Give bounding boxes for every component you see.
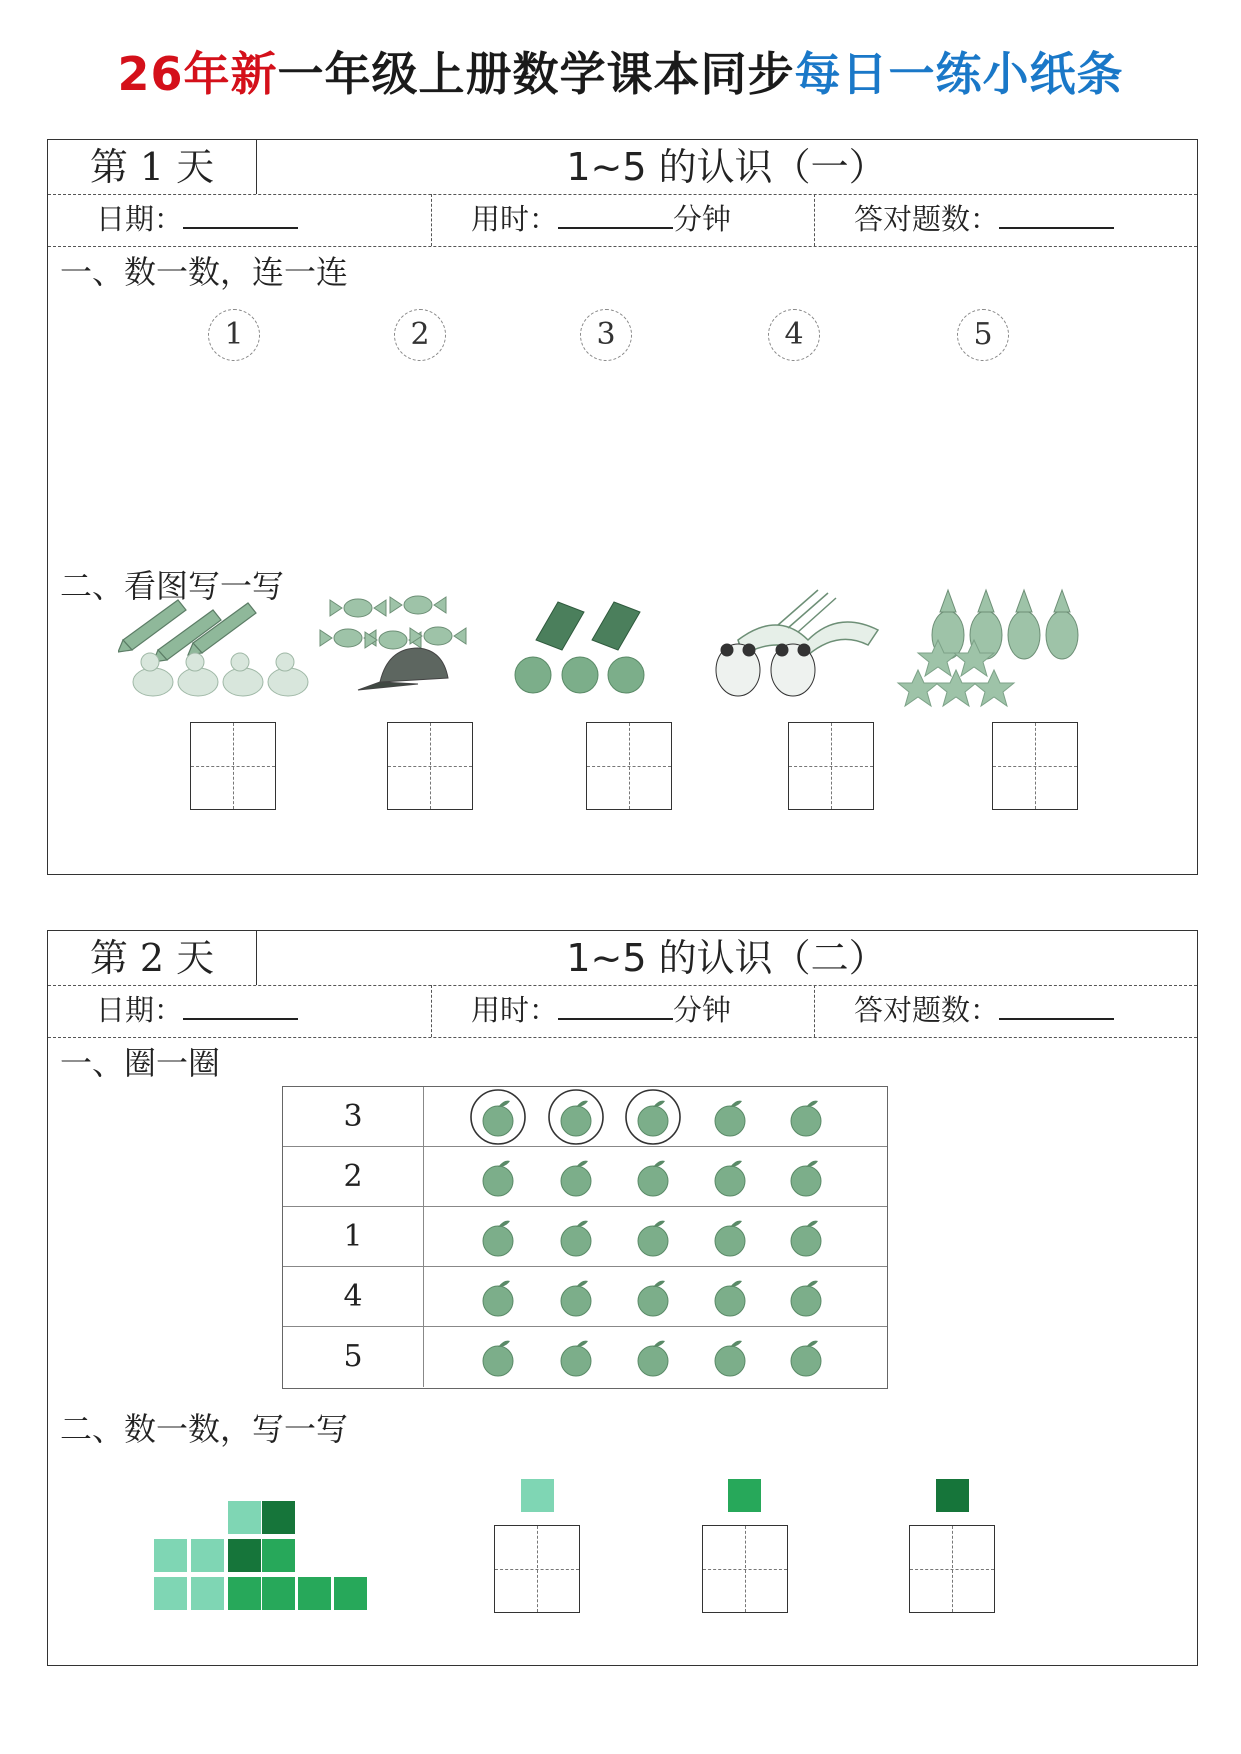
block-light	[154, 1539, 187, 1572]
date-blank[interactable]	[183, 988, 298, 1020]
count-box-mid[interactable]	[702, 1525, 788, 1613]
day1-time-cell	[431, 194, 815, 246]
row-number: 5	[283, 1327, 424, 1387]
stars-icon[interactable]	[898, 640, 1014, 706]
number-circle-2[interactable]: 2	[394, 309, 446, 361]
block-dark	[262, 1501, 295, 1534]
color-key-dark	[936, 1479, 969, 1512]
cap-icon[interactable]	[358, 648, 448, 690]
correct-blank[interactable]	[999, 988, 1114, 1020]
circle-row	[283, 1267, 887, 1327]
block-mid	[228, 1577, 261, 1610]
apple-icon[interactable]	[715, 1341, 745, 1376]
row-number: 2	[283, 1147, 424, 1207]
apple-icon[interactable]	[483, 1161, 513, 1196]
circle-row	[283, 1327, 887, 1387]
circle-row	[283, 1207, 887, 1267]
ducks-icon[interactable]	[133, 653, 308, 696]
apples-icon[interactable]	[515, 657, 644, 693]
time-blank[interactable]	[558, 197, 673, 229]
apple-icon[interactable]	[483, 1281, 513, 1316]
apple-icon[interactable]	[561, 1341, 591, 1376]
time-label: 用时：	[471, 202, 559, 236]
apple-icon[interactable]	[791, 1101, 821, 1136]
page-title	[0, 44, 1241, 104]
apple-icon[interactable]	[638, 1281, 668, 1316]
pandas-icon[interactable]	[716, 644, 815, 696]
number-circle-3[interactable]: 3	[580, 309, 632, 361]
day1-date-cell	[48, 194, 432, 246]
date-label: 日期：	[96, 202, 184, 236]
apple-icon[interactable]	[638, 1161, 668, 1196]
block-mid	[262, 1577, 295, 1610]
block-light	[191, 1539, 224, 1572]
day1-info-row	[48, 194, 1197, 247]
count-box-dark[interactable]	[909, 1525, 995, 1613]
time-unit: 分钟	[673, 202, 732, 236]
block-mid	[262, 1539, 295, 1572]
day2-card	[47, 930, 1198, 1666]
date-blank[interactable]	[183, 197, 298, 229]
time-label: 用时：	[471, 993, 559, 1027]
apple-icon[interactable]	[483, 1101, 513, 1136]
apple-icon[interactable]	[791, 1161, 821, 1196]
block-light	[191, 1577, 224, 1610]
row-number: 4	[283, 1267, 424, 1327]
day2-lesson-title: 1~5 的认识（二）	[566, 936, 887, 980]
answer-box-4[interactable]	[788, 722, 874, 810]
day2-info-row	[48, 985, 1197, 1038]
apple-icon[interactable]	[638, 1101, 668, 1136]
time-unit: 分钟	[673, 993, 732, 1027]
day1-header	[48, 140, 1197, 195]
day2-time-cell	[431, 985, 815, 1037]
correct-label: 答对题数：	[854, 993, 1000, 1027]
answer-box-3[interactable]	[586, 722, 672, 810]
day1-lesson-title: 1~5 的认识（一）	[566, 145, 887, 189]
apple-icon[interactable]	[791, 1221, 821, 1256]
day1-correct-cell	[814, 194, 1199, 246]
apple-icon[interactable]	[715, 1101, 745, 1136]
day1-card	[47, 139, 1198, 875]
block-staircase	[154, 1501, 384, 1616]
apple-icon[interactable]	[715, 1281, 745, 1316]
apple-icon[interactable]	[483, 1221, 513, 1256]
apple-icon[interactable]	[638, 1221, 668, 1256]
number-circle-5[interactable]: 5	[957, 309, 1009, 361]
apple-icon[interactable]	[561, 1161, 591, 1196]
day2-label: 第 2 天	[48, 931, 257, 985]
color-key-mid	[728, 1479, 761, 1512]
date-label: 日期：	[96, 993, 184, 1027]
day1-label: 第 1 天	[48, 140, 257, 194]
apple-icon[interactable]	[561, 1101, 591, 1136]
block-mid	[334, 1577, 367, 1610]
row-number: 3	[283, 1087, 424, 1147]
title-part-blue: 每日一练小纸条	[794, 47, 1124, 101]
apple-icon[interactable]	[561, 1221, 591, 1256]
count-box-light[interactable]	[494, 1525, 580, 1613]
correct-blank[interactable]	[999, 197, 1114, 229]
apple-icon[interactable]	[791, 1341, 821, 1376]
day2-correct-cell	[814, 985, 1199, 1037]
answer-box-2[interactable]	[387, 722, 473, 810]
apple-icon[interactable]	[561, 1281, 591, 1316]
title-part-red: 26年新	[117, 47, 278, 101]
day1-section2-title: 二、看图写一写	[60, 567, 285, 605]
block-light	[154, 1577, 187, 1610]
color-key-light	[521, 1479, 554, 1512]
block-dark	[228, 1539, 261, 1572]
day2-section2-title: 二、数一数，写一写	[60, 1410, 349, 1448]
number-circle-4[interactable]: 4	[768, 309, 820, 361]
block-light	[228, 1501, 261, 1534]
day1-section1-title: 一、数一数，连一连	[60, 253, 349, 291]
answer-box-1[interactable]	[190, 722, 276, 810]
day2-header	[48, 931, 1197, 986]
apple-icon[interactable]	[715, 1161, 745, 1196]
answer-box-5[interactable]	[992, 722, 1078, 810]
number-circle-1[interactable]: 1	[208, 309, 260, 361]
day2-date-cell	[48, 985, 432, 1037]
circle-grid	[282, 1086, 888, 1389]
row-number: 1	[283, 1207, 424, 1267]
apple-icon[interactable]	[483, 1341, 513, 1376]
apple-icon[interactable]	[638, 1341, 668, 1376]
block-mid	[298, 1577, 331, 1610]
title-part-black: 一年级上册数学课本同步	[277, 47, 795, 101]
circle-row	[283, 1147, 887, 1207]
circle-row	[283, 1087, 887, 1147]
correct-label: 答对题数：	[854, 202, 1000, 236]
day2-section1-title: 一、圈一圈	[60, 1044, 221, 1082]
apple-icon[interactable]	[715, 1221, 745, 1256]
time-blank[interactable]	[558, 988, 673, 1020]
apple-icon[interactable]	[791, 1281, 821, 1316]
